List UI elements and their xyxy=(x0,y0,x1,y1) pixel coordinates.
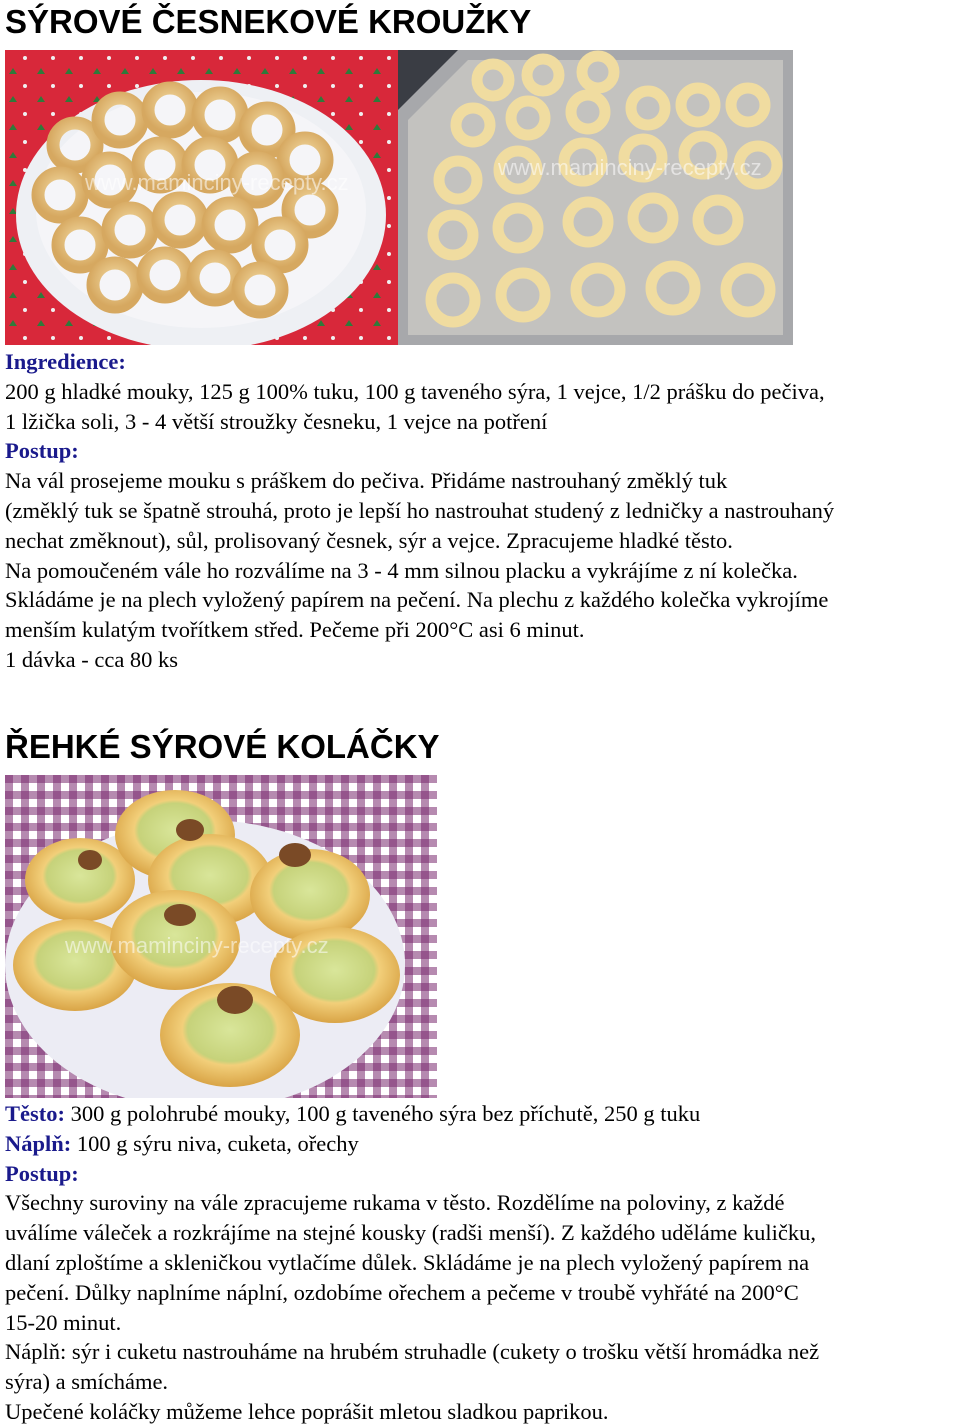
method-label: Postup: xyxy=(5,438,79,464)
photo-baking-tray-icon xyxy=(398,50,793,345)
method-line: 15-20 minut. xyxy=(5,1309,122,1335)
watermark-text: www.maminciny-recepty.cz xyxy=(65,933,329,958)
watermark-text: www.maminciny-recepty.cz xyxy=(498,155,762,180)
method-line: nechat změknout), sůl, prolisovaný česnek, sýr a vejce. Zpracujeme hladké těsto. xyxy=(5,527,733,553)
photo-cheese-pastries-icon xyxy=(5,775,437,1098)
recipe2-photo-pastries xyxy=(5,775,437,1098)
method-line: menším kulatým tvořítkem střed. Pečeme při 200°C asi 6 minut. xyxy=(5,617,585,643)
watermark-text: www.maminciny-recepty.cz xyxy=(85,170,349,195)
ingredients-line: 1 lžička soli, 3 - 4 větší stroužky česneku, 1 vejce na potření xyxy=(5,408,548,434)
recipe1-photo-plate xyxy=(5,50,398,345)
filling-text: 100 g sýru niva, cuketa, ořechy xyxy=(71,1130,359,1156)
method-line: Skládáme je na plech vyložený papírem na pečení. Na plechu z každého kolečka vykrojíme xyxy=(5,587,829,613)
method-line: Všechny suroviny na vále zpracujeme rukama v těsto. Rozdělíme na poloviny, z každé xyxy=(5,1190,785,1216)
method-line: Na pomoučeném vále ho rozválíme na 3 - 4 mm silnou placku a vykrájíme z ní kolečka. xyxy=(5,557,798,583)
photo-plate-of-rings-icon xyxy=(5,50,398,345)
recipe2-title: ŘEHKÉ SÝROVÉ KOLÁČKY xyxy=(5,728,440,765)
method-line: Na vál prosejeme mouku s práškem do pečiva. Přidáme nastrouhaný změklý tuk xyxy=(5,468,728,494)
filling-line xyxy=(5,1129,960,1159)
method-line: sýra) a smícháme. xyxy=(5,1369,169,1395)
recipe1-text xyxy=(5,347,960,675)
method-line: pečení. Důlky naplníme náplní, ozdobíme ořechem a pečeme v troubě vyhřáté na 200°C xyxy=(5,1279,799,1305)
method-line: uválíme váleček a rozkrájíme na stejné kousky (radši menší). Z každého uděláme kuličku, xyxy=(5,1220,816,1246)
dough-label: Těsto: xyxy=(5,1101,65,1126)
recipe1-title: SÝROVÉ ČESNEKOVÉ KROUŽKY xyxy=(5,3,532,40)
yield-line: 1 dávka - cca 80 ks xyxy=(5,646,179,672)
ingredients-label: Ingredience: xyxy=(5,349,126,374)
ingredients-line: 200 g hladké mouky, 125 g 100% tuku, 100 g taveného sýra, 1 vejce, 1/2 prášku do pečiva, xyxy=(5,378,825,404)
method-line: Upečené koláčky můžeme lehce poprášit mletou sladkou paprikou. xyxy=(5,1398,609,1424)
method-line: dlaní zploštíme a skleničkou vytlačíme důlek. Skládáme je na plech vyložený papírem na xyxy=(5,1249,810,1275)
dough-text: 300 g polohrubé mouky, 100 g taveného sýra bez příchutě, 250 g tuku xyxy=(65,1101,701,1126)
recipe2-text xyxy=(5,1099,960,1427)
recipe1-photo-tray xyxy=(398,50,793,345)
method-line: (změklý tuk se špatně strouhá, proto je lepší ho nastrouhat studený z ledničky a nastrouhaný xyxy=(5,497,835,523)
dough-line xyxy=(5,1099,960,1129)
method-label: Postup: xyxy=(5,1160,79,1186)
filling-label: Náplň: xyxy=(5,1130,72,1156)
method-line: Náplň: sýr i cuketu nastrouháme na hrubém struhadle (cukety o trošku větší hromádka než xyxy=(5,1339,820,1365)
